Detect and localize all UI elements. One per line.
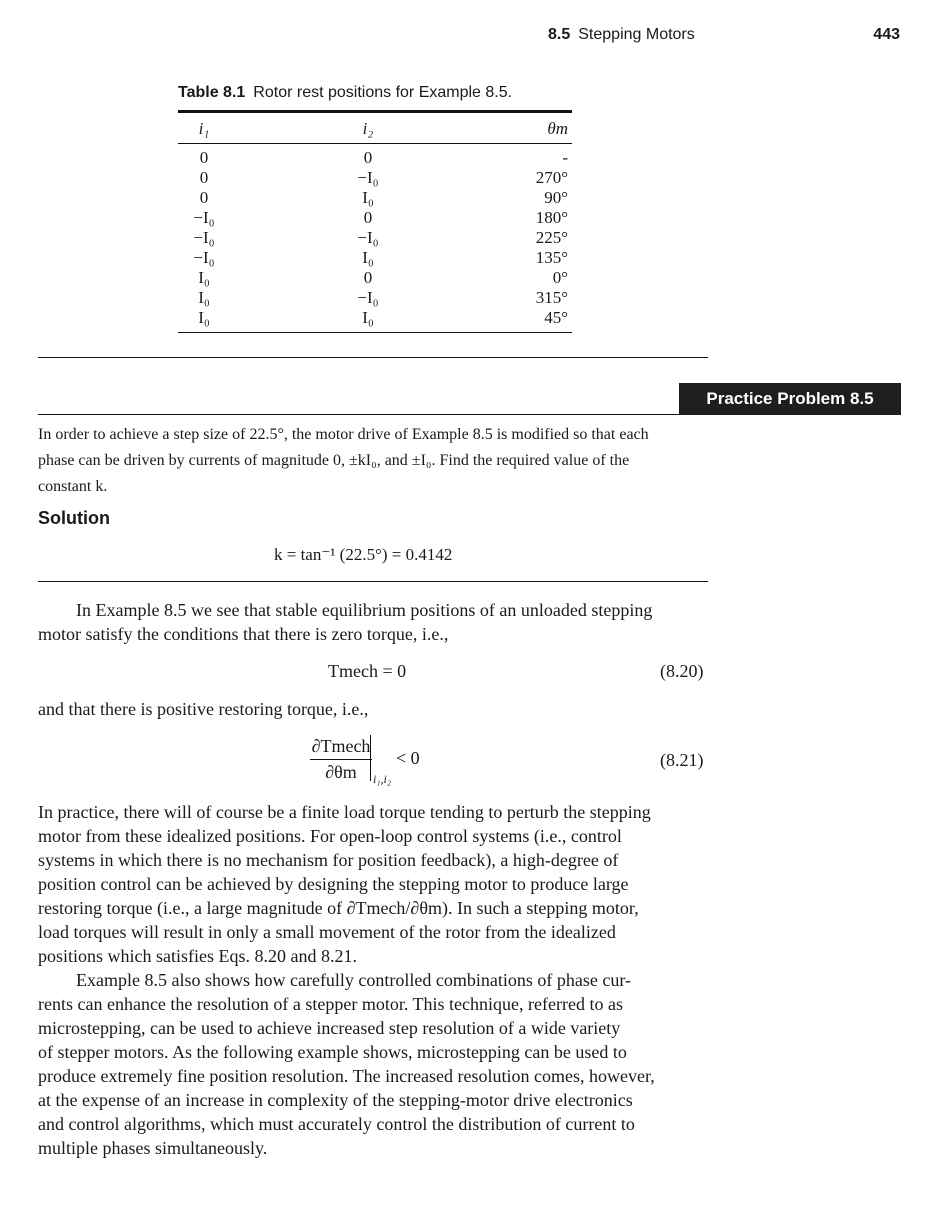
body-paragraph-1 <box>38 598 708 646</box>
body-line: load torques will result in only a small movement of the rotor from the idealized <box>38 922 616 942</box>
cell-theta: 135° <box>535 248 568 267</box>
eq821-numerator: ∂Tmech <box>311 736 371 756</box>
cell-i1: I₀ <box>198 268 210 287</box>
body-paragraph-3 <box>38 800 708 968</box>
table-row <box>178 148 572 168</box>
cell-i1: I₀ <box>198 308 210 327</box>
cell-i2: 0 <box>363 148 373 167</box>
cell-i1: I₀ <box>198 288 210 307</box>
eq821-relation: < 0 <box>396 748 420 768</box>
table-caption-text: Rotor rest positions for Example 8.5. <box>253 84 513 101</box>
section-title: Stepping Motors <box>578 26 695 43</box>
body-line: position control can be achieved by designing the stepping motor to produce large <box>38 874 629 894</box>
table-caption <box>178 84 512 102</box>
cell-i2: −I₀ <box>357 228 379 247</box>
body-line: In practice, there will of course be a finite load torque tending to perturb the stepping <box>38 802 651 822</box>
cell-theta: 45° <box>544 308 568 327</box>
table-body <box>178 144 572 332</box>
practice-problem-line: In order to achieve a step size of 22.5°, the motor drive of Example 8.5 is modified so that each <box>38 426 649 443</box>
practice-problem-line: phase can be driven by currents of magnitude 0, ±kI₀, and ±I₀. Find the required value of the <box>38 452 630 469</box>
header-theta-m: θm <box>547 119 568 138</box>
eq821-evaluation-bar <box>370 735 371 781</box>
body-line: produce extremely fine position resolution. The increased resolution comes, however, <box>38 1066 655 1086</box>
cell-theta: 225° <box>535 228 568 247</box>
body-line: at the expense of an increase in complexity of the stepping-motor drive electronics <box>38 1090 633 1110</box>
section-divider-bottom <box>38 581 708 582</box>
solution-heading: Solution <box>38 508 110 528</box>
body-paragraph-4 <box>38 968 708 1160</box>
cell-i2: 0 <box>363 208 373 227</box>
rotor-positions-table <box>178 110 572 333</box>
page-number: 443 <box>873 26 900 43</box>
body-line: restoring torque (i.e., a large magnitude of ∂Tmech/∂θm). In such a stepping motor, <box>38 898 639 918</box>
equation-number-8-21: (8.21) <box>660 750 704 770</box>
cell-theta: - <box>562 148 568 167</box>
body-line: systems in which there is no mechanism for position feedback), a high-degree of <box>38 850 619 870</box>
section-heading <box>548 26 695 44</box>
solution-equation: k = tan⁻¹ (22.5°) = 0.4142 <box>274 545 453 564</box>
running-head <box>0 26 936 50</box>
cell-theta: 0° <box>552 268 568 287</box>
cell-i2: I₀ <box>362 248 374 267</box>
eq821-denominator: ∂θm <box>325 762 357 782</box>
table-row <box>178 308 572 328</box>
table-label: Table 8.1 <box>178 84 246 101</box>
table-header-row <box>178 113 572 143</box>
cell-theta: 270° <box>535 168 568 187</box>
table-row <box>178 168 572 188</box>
body-line: motor satisfy the conditions that there is zero torque, i.e., <box>38 624 449 644</box>
cell-i2: −I₀ <box>357 288 379 307</box>
practice-problem-banner: Practice Problem 8.5 <box>679 383 901 415</box>
eq821-subscript: i₁,i₂ <box>373 772 392 786</box>
body-line: multiple phases simultaneously. <box>38 1138 268 1158</box>
header-i2: i₂ <box>362 119 374 138</box>
cell-i2: −I₀ <box>357 168 379 187</box>
header-i1: i₁ <box>198 119 210 138</box>
practice-problem-line: constant k. <box>38 478 108 495</box>
eq821-fraction-bar <box>310 759 372 760</box>
cell-i1: −I₀ <box>193 248 215 267</box>
cell-i2: I₀ <box>362 188 374 207</box>
body-line: and control algorithms, which must accurately control the distribution of current to <box>38 1114 635 1134</box>
table-row <box>178 228 572 248</box>
equation-8-20: Tmech = 0 <box>328 661 407 681</box>
body-line: Example 8.5 also shows how carefully controlled combinations of phase cur- <box>76 970 631 990</box>
body-line: motor from these idealized positions. For open-loop control systems (i.e., control <box>38 826 622 846</box>
body-line: positions which satisfies Eqs. 8.20 and 8.21. <box>38 946 357 966</box>
section-divider-top <box>38 357 708 358</box>
body-line: microstepping, can be used to achieve increased step resolution of a wide variety <box>38 1018 621 1038</box>
cell-i1: 0 <box>199 188 209 207</box>
body-line: In Example 8.5 we see that stable equilibrium positions of an unloaded stepping <box>76 600 653 620</box>
table-row <box>178 288 572 308</box>
cell-i1: −I₀ <box>193 208 215 227</box>
body-line: rents can enhance the resolution of a stepper motor. This technique, referred to as <box>38 994 623 1014</box>
body-line: of stepper motors. As the following example shows, microstepping can be used to <box>38 1042 627 1062</box>
table-bottom-rule <box>178 332 572 333</box>
cell-i1: 0 <box>199 168 209 187</box>
table-row <box>178 208 572 228</box>
practice-problem-rule <box>38 414 680 415</box>
cell-theta: 315° <box>535 288 568 307</box>
cell-theta: 90° <box>544 188 568 207</box>
section-number: 8.5 <box>548 26 571 43</box>
table-row <box>178 248 572 268</box>
body-paragraph-2: and that there is positive restoring torque, i.e., <box>38 699 369 719</box>
table-row <box>178 268 572 288</box>
table-row <box>178 188 572 208</box>
cell-theta: 180° <box>535 208 568 227</box>
cell-i2: I₀ <box>362 308 374 327</box>
cell-i1: 0 <box>199 148 209 167</box>
equation-number-8-20: (8.20) <box>660 661 704 681</box>
practice-problem-text <box>38 422 718 500</box>
cell-i1: −I₀ <box>193 228 215 247</box>
cell-i2: 0 <box>363 268 373 287</box>
